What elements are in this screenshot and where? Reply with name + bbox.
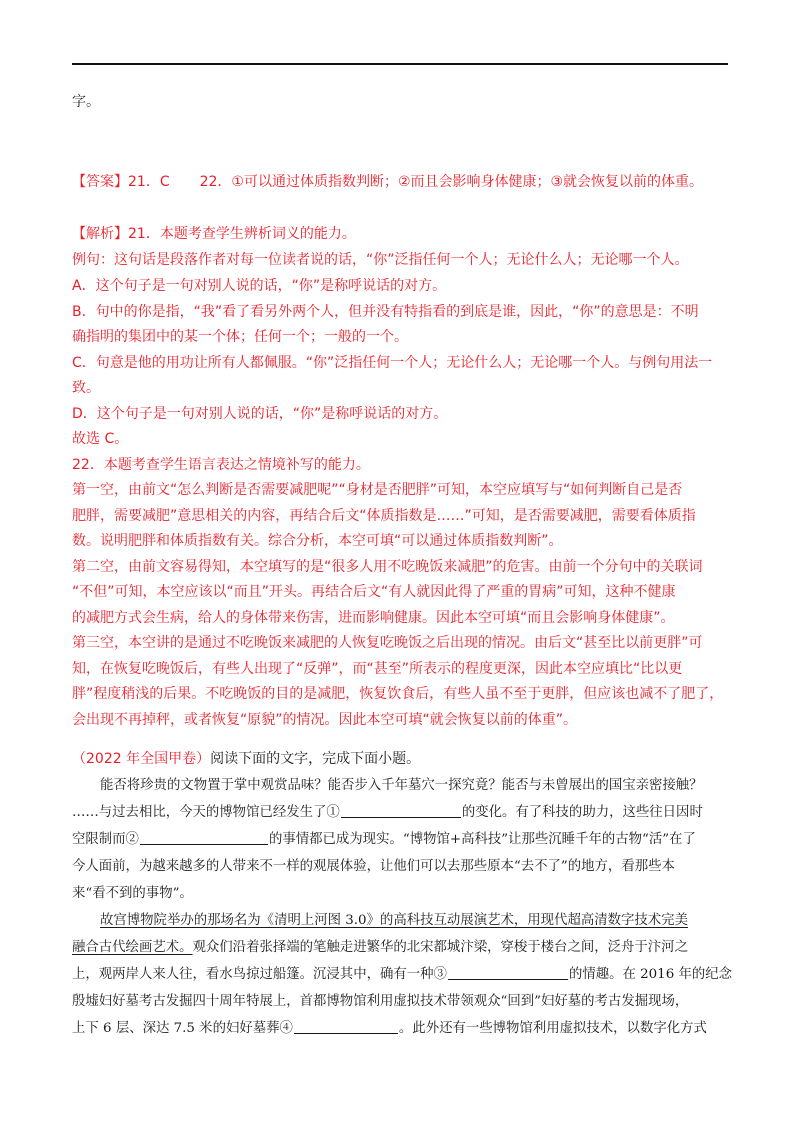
answer-blank-3[interactable]	[448, 965, 568, 980]
analysis-line: 会出现不再掉秤，或者恢复“原貌”的情况。因此本空可填“就会恢复以前的体重”。	[72, 712, 578, 728]
analysis-line: 的减肥方式会生病，给人的身体带来伤害，进而影响健康。因此本空可填“而且会影响身体健康”。	[72, 610, 675, 626]
question-instruction: 阅读下面的文字，完成下面小题。	[210, 751, 421, 767]
analysis-line: 知，在恢复吃晚饭后，有些人出现了“反弹”，而“甚至”所表示的程度更深，因此本空应填比“比以更	[72, 661, 683, 677]
analysis-line: 确指明的集团中的某一个体；任何一个；一般的一个。	[72, 329, 408, 345]
passage-text: 的变化。有了科技的助力，这些往日因时	[461, 805, 703, 820]
answer-blank-4[interactable]	[294, 1019, 398, 1034]
analysis-line: 肥胖，需要减肥”意思相关的内容，再结合后文“体质指数是……”可知，是否需要减肥，需要看体质指	[72, 508, 696, 524]
analysis-line: A．这个句子是一句对别人说的话，“你”是称呼说话的对方。	[72, 278, 447, 294]
analysis-line: 21．本题考查学生辨析词义的能力。	[128, 226, 356, 242]
answer-line	[72, 170, 728, 194]
analysis-line: “不但”可知，本空应该以“而且”开头。再结合后文“有人就因此得了严重的胃病”可知，这种不健康	[72, 584, 676, 600]
analysis-line: 22．本题考查学生语言表达之情境补写的能力。	[72, 457, 370, 473]
passage-text: 。此外还有一些博物馆利用虚拟技术，以数字化方式	[398, 1021, 707, 1036]
answer-tag: 【答案】	[72, 174, 128, 190]
underlined-text: 融合古代绘画艺术。	[72, 940, 193, 955]
question-source: （2022 年全国甲卷）	[72, 751, 211, 767]
passage-text: ……与过去相比，今天的博物馆已经发生了①	[72, 805, 340, 820]
passage-line	[72, 828, 728, 852]
passage-line	[72, 936, 728, 960]
passage-line: 来“看不到的事物”。	[72, 886, 193, 901]
passage-text: 上，观两岸人来人往，看水鸟掠过船篷。沉浸其中，确有一种③	[72, 967, 447, 982]
passage-text: 空限制而②	[72, 832, 139, 847]
analysis-line: 数。说明肥胖和体质指数有关。综合分析，本空可填“可以通过体质指数判断”。	[72, 533, 563, 549]
analysis-line: 第二空，由前文容易得知，本空填写的是“很多人用不吃晚饭来减肥”的危害。由前一个分句中的关联词	[72, 559, 703, 575]
underlined-text: 故宫博物院举办的那场名为《清明上河图 3.0》的高科技互动展演艺术，用现代超高清数字技术完美	[100, 913, 688, 928]
analysis-line: 致。	[72, 380, 100, 396]
analysis-heading	[72, 222, 728, 246]
analysis-line: 第三空，本空讲的是通过不吃晚饭来减肥的人恢复吃晚饭之后出现的情况。由后文“甚至比以前更胖”可	[72, 635, 703, 651]
passage-line: 殷墟妇好墓考古发掘四十周年特展上，首都博物馆利用虚拟技术带领观众“回到”妇好墓的考古发掘现场，	[72, 994, 689, 1009]
analysis-line: C．句意是他的用功让所有人都佩服。“你”泛指任何一个人；无论什么人；无论哪一个人。与例句用法一	[72, 355, 713, 371]
analysis-line: D．这个句子是一句对别人说的话，“你”是称呼说话的对方。	[72, 406, 448, 422]
passage-text: 的事情都已成为现实。“博物馆+高科技”让那些沉睡千年的古物“活”在了	[268, 832, 696, 847]
passage-line: 能否将珍贵的文物置于掌中观赏品味？能否步入千年墓穴一探究竟？能否与未曾展出的国宝亲密接触？	[100, 778, 703, 793]
passage-line: 今人面前，为越来越多的人带来不一样的观展体验，让他们可以去那些原本“去不了”的地方，看那些本	[72, 859, 675, 874]
analysis-line: B．句中的你是指，“我”看了看另外两个人，但并没有特指看的到底是谁，因此，“你”的意思是：不明	[72, 304, 699, 320]
passage-line	[72, 909, 728, 933]
passage-line	[72, 1017, 728, 1041]
passage-text: 观众们沿着张择端的笔触走进繁华的北宋都城汴梁，穿梭于楼台之间，泛舟于汴河之	[192, 940, 688, 955]
analysis-line: 第一空，由前文“怎么判断是否需要减肥呢”“身材是否肥胖”可知，本空应填写与“如何判断自己是否	[72, 482, 683, 498]
passage-text: 的情趣。在 2016 年的纪念	[568, 967, 733, 982]
analysis-line: 故选 C。	[72, 431, 129, 447]
answer-q22: 22．①可以通过体质指数判断；②而且会影响身体健康；③就会恢复以前的体重。	[199, 174, 704, 190]
header-rule	[72, 63, 728, 65]
passage-line	[72, 963, 733, 987]
passage-line	[72, 801, 728, 825]
continuation-text: 字。	[72, 94, 100, 110]
analysis-line: 胖”程度稍浅的后果。不吃晚饭的目的是减肥，恢复饮食后，有些人虽不至于更胖，但应该也减不了肥了，	[72, 686, 724, 702]
analysis-tag: 【解析】	[72, 226, 128, 242]
answer-q21: 21．C	[128, 174, 170, 190]
passage-text: 上下 6 层、深达 7.5 米的妇好墓葬④	[72, 1021, 293, 1036]
question-heading	[72, 747, 728, 771]
answer-blank-2[interactable]	[140, 830, 268, 845]
analysis-line: 例句：这句话是段落作者对每一位读者说的话，“你”泛指任何一个人；无论什么人；无论哪一个人。	[72, 252, 689, 268]
answer-blank-1[interactable]	[341, 803, 461, 818]
